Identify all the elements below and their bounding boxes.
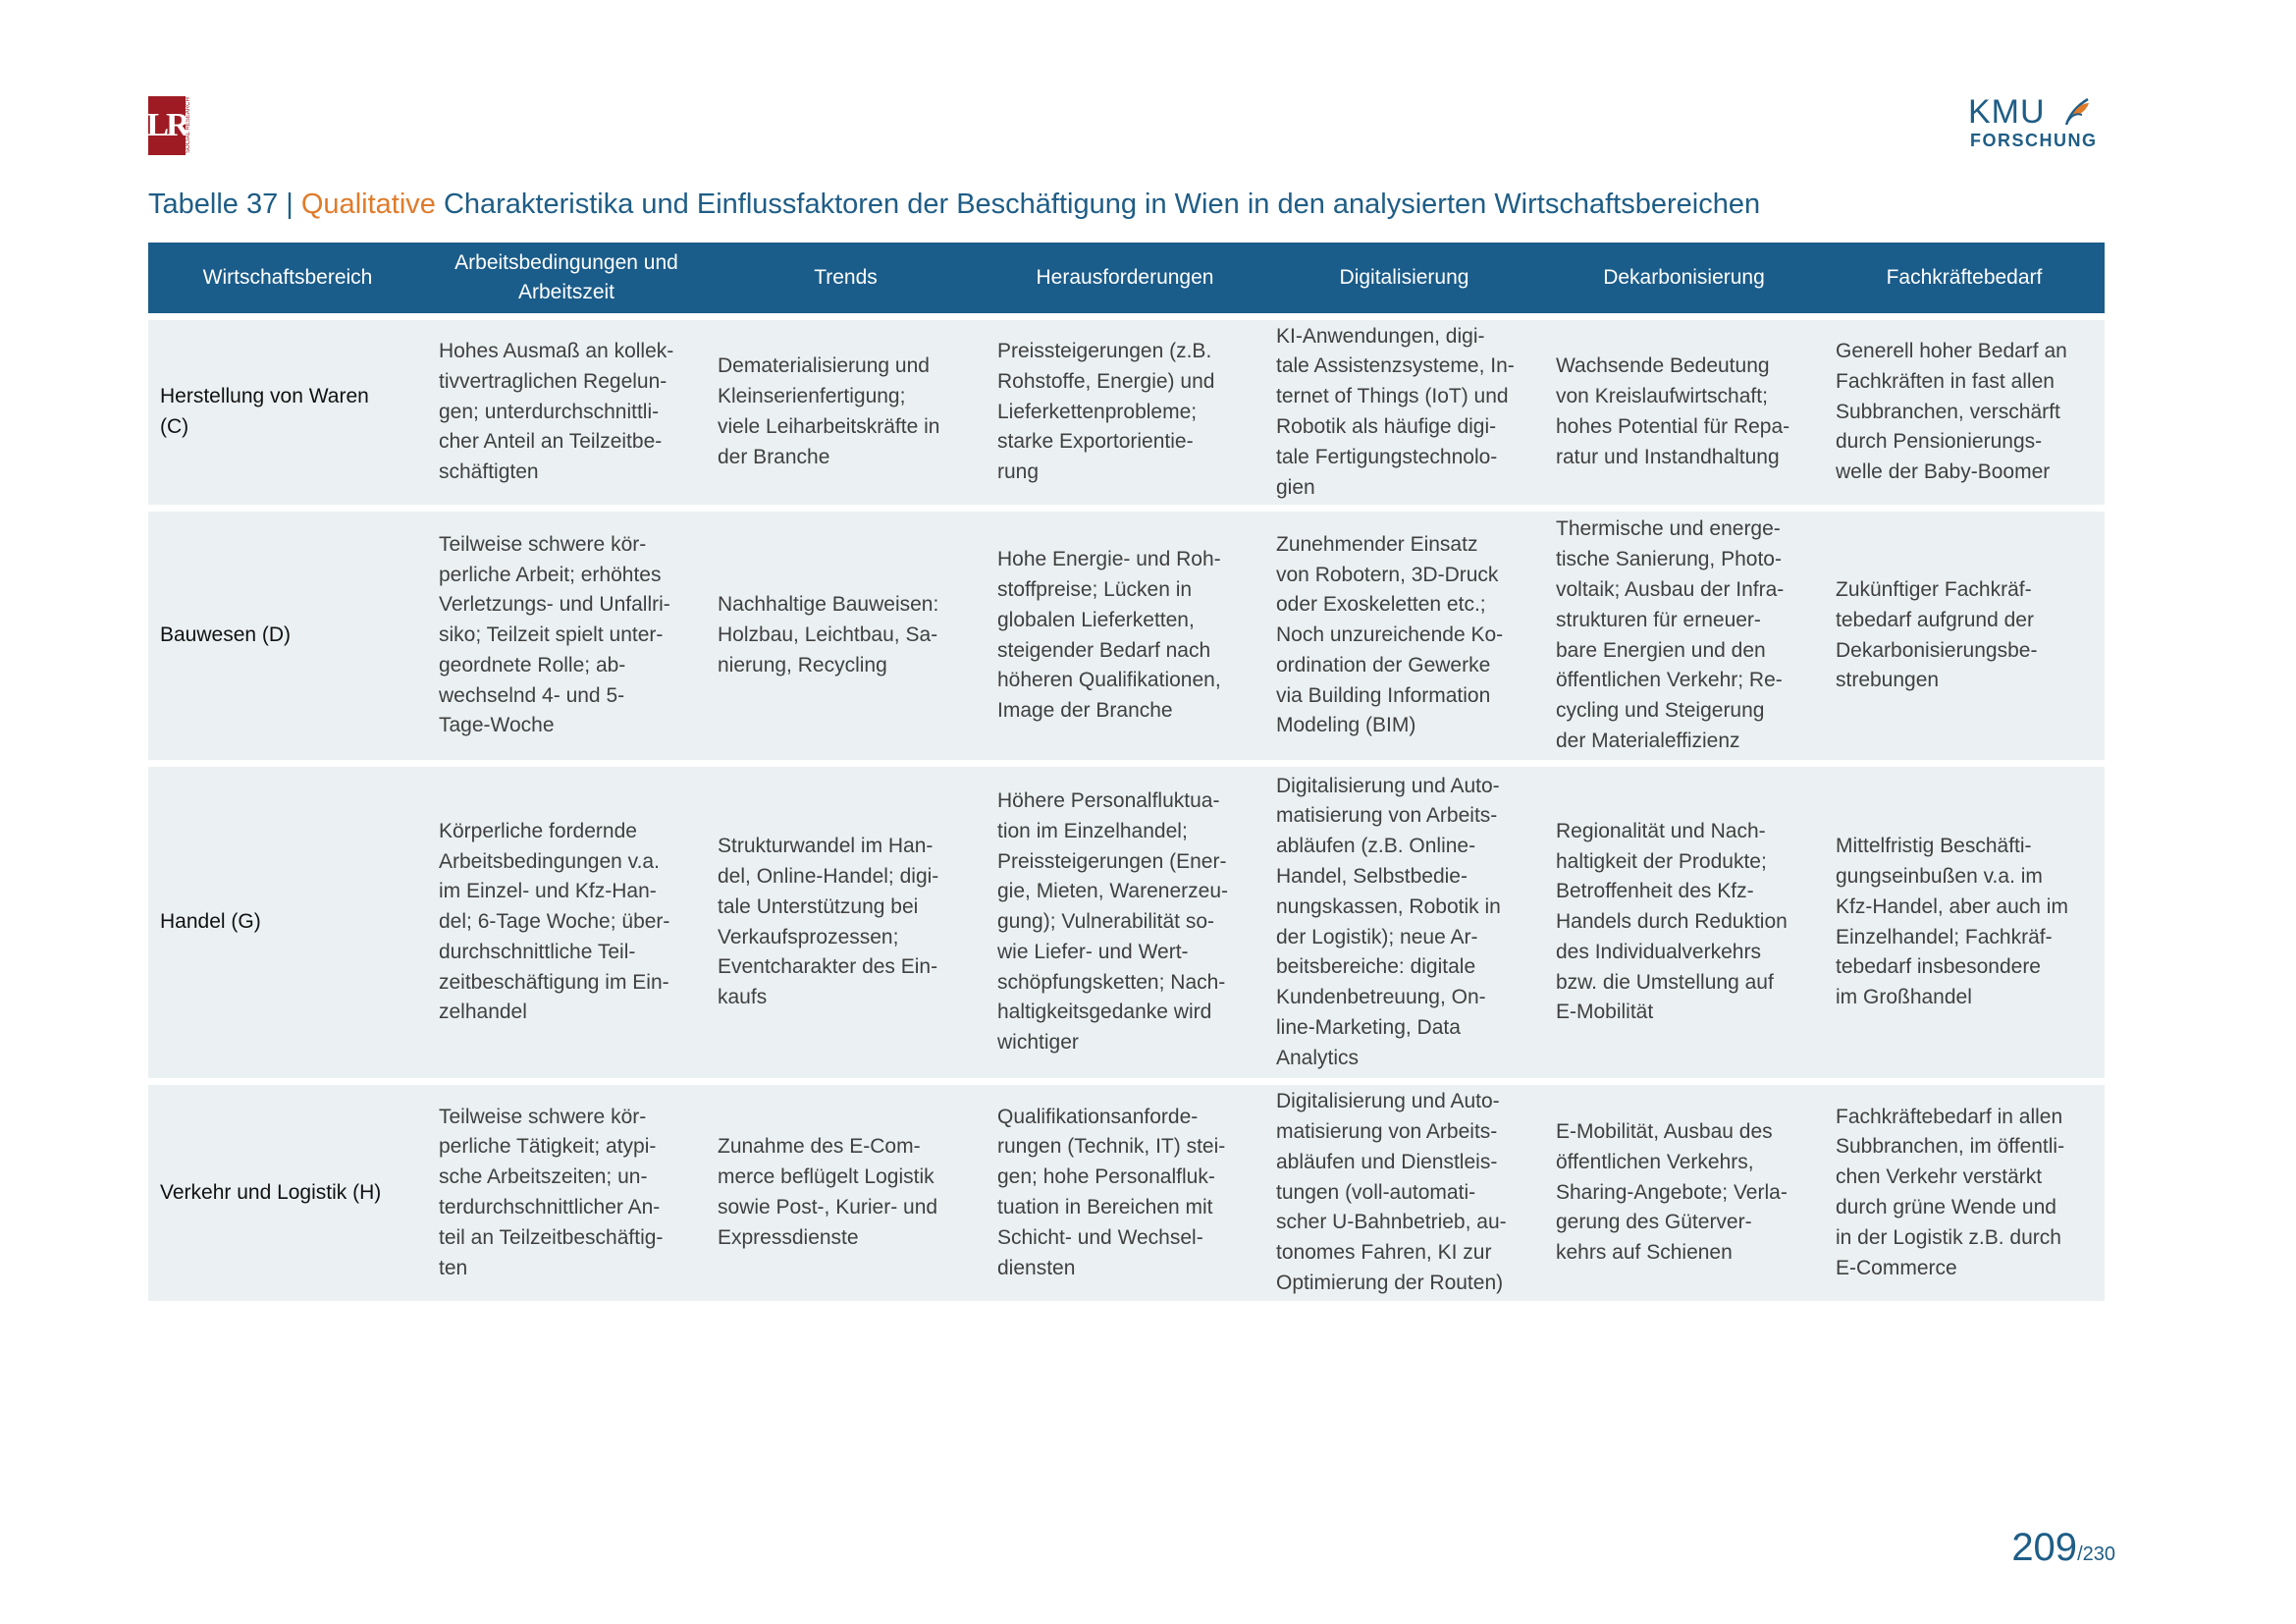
table-cell: Digitalisierung und Auto- matisierung von Arbeits- abläufen und Dienstleis- tungen (voll-automati- scher U-Bahnbetrieb, au- tonomes Fahren, KI zur Optimierung der Routen) (1276, 1090, 1507, 1294)
title-accent: Qualitative (300, 189, 436, 220)
table-row (148, 512, 2105, 760)
table-row (148, 1085, 2105, 1301)
table-cell: Regionalität und Nach- haltigkeit der Produkte; Betroffenheit des Kfz- Handels durch Reduktion des Individualverkehrs bzw. die Umstellung auf E-Mobilität (1556, 819, 1788, 1024)
header-dekarbonisierung: Dekarbonisierung (1603, 266, 1765, 289)
forschung-logo-text: FORSCHUNG (1970, 131, 2098, 150)
table-cell: Zunahme des E-Com- merce beflügelt Logistik sowie Post-, Kurier- und Expressdienste (718, 1135, 938, 1249)
table-cell: Hohe Energie- und Roh- stoffpreise; Lücken in globalen Lieferketten, steigender Bedarf nach höheren Qualifikationen, Image der Branche (997, 548, 1221, 723)
page-number (2011, 1526, 2115, 1570)
table-cell: Dematerialisierung und Kleinserienfertigung; viele Leiharbeitskräfte in der Branche (718, 354, 940, 468)
table-cell: Zukünftiger Fachkräf- tebedarf aufgrund der Dekarbonisierungsbe- strebungen (1836, 577, 2038, 692)
page-total: /230 (2077, 1543, 2115, 1565)
table-cell: Körperliche fordernde Arbeitsbedingungen v.a. im Einzel- und Kfz-Han- del; 6-Tage Woche; über- durchschnittliche Teil- zeitbeschäftigung im Ein- zelhandel (439, 819, 670, 1024)
table-cell: Nachhaltige Bauweisen: Holzbau, Leichtbau, Sa- nierung, Recycling (718, 593, 939, 677)
table-cell: Strukturwandel im Han- del, Online-Handel; digi- tale Unterstützung bei Verkaufsprozessen; Eventcharakter des Ein- kaufs (718, 835, 939, 1009)
lr-logo-subtitle: SOCIAL RESEARCH (186, 97, 191, 154)
table-cell: Bauwesen (D) (160, 623, 292, 647)
table-cell: Qualifikationsanforde- rungen (Technik, IT) stei- gen; hohe Personalfluk- tuation in Bereichen mit Schicht- und Wechsel- diensten (997, 1105, 1226, 1279)
title-prefix: Tabelle 37 | (148, 189, 301, 220)
leaf-icon (2062, 95, 2092, 129)
table-cell: Fachkräftebedarf in allen Subbranchen, im öffentli- chen Verkehr verstärkt durch grüne Wende und in der Logistik z.B. durch E-Commerce (1836, 1105, 2065, 1279)
table-cell: Zunehmender Einsatz von Robotern, 3D-Druck oder Exoskeletten etc.; Noch unzureichende Ko- ordination der Gewerke via Building Information Modeling (BIM) (1276, 532, 1504, 737)
table-cell: Handel (G) (160, 910, 261, 934)
table-header (148, 243, 2105, 313)
title-rest: Charakteristika und Einflussfaktoren der Beschäftigung in Wien in den analysierten Wirtschaftsbereichen (435, 189, 1761, 220)
table-cell: Wachsende Bedeutung von Kreislaufwirtschaft; hohes Potential für Repa- ratur und Instandhaltung (1556, 354, 1790, 468)
table-cell: Digitalisierung und Auto- matisierung von Arbeits- abläufen (z.B. Online- Handel, Selbstbedie- nungskassen, Robotik in der Logistik); neue Ar- beitsbereiche: digitale Kundenbetreuung, On- line-Marketing, Data Analytics (1276, 774, 1501, 1069)
table-row (148, 767, 2105, 1078)
header-arbeitsbedingungen: Arbeitsbedingungen und Arbeitszeit (454, 251, 678, 303)
kmu-forschung-logo (1968, 93, 2096, 154)
table-cell: Preissteigerungen (z.B. Rohstoffe, Energie) und Lieferkettenprobleme; starke Exportorientie- rung (997, 340, 1215, 484)
lr-logo (148, 96, 198, 155)
table-cell: KI-Anwendungen, digi- tale Assistenzsysteme, In- ternet of Things (IoT) und Robotik als häufige digi- tale Fertigungstechnolo- gien (1276, 324, 1515, 499)
header-wirtschaftsbereich: Wirtschaftsbereich (202, 266, 373, 289)
table-row (148, 320, 2105, 505)
header-trends: Trends (814, 266, 878, 289)
table-cell: Herstellung von Waren (C) (160, 385, 369, 438)
kmu-logo-text: KMU (1968, 93, 2046, 131)
table-cell: Mittelfristig Beschäfti- gungseinbußen v.a. im Kfz-Handel, aber auch im Einzelhandel; Fachkräf- tebedarf insbesondere im Großhandel (1836, 835, 2068, 1009)
table-cell: Teilweise schwere kör- perliche Tätigkeit; atypi- sche Arbeitszeiten; un- terdurchschnittlicher An- teil an Teilzeitbeschäftig- ten (439, 1105, 664, 1279)
page-current: 209 (2011, 1526, 2078, 1569)
header-herausforderungen: Herausforderungen (1036, 266, 1214, 289)
lr-logo-mark: LR (148, 96, 186, 155)
table-cell: Thermische und energe- tische Sanierung, Photo- voltaik; Ausbau der Infra- strukturen für erneuer- bare Energien und den öffentlichen Verkehr; Re- cycling und Steigerung der Materialeffizienz (1556, 517, 1785, 752)
qualitative-table (148, 243, 2105, 1301)
table-cell: Teilweise schwere kör- perliche Arbeit; erhöhtes Verletzungs- und Unfallri- siko; Teilzeit spielt unter- geordnete Rolle; ab- wechselnd 4- und 5- Tage-Woche (439, 532, 670, 737)
header-fachkraeftebedarf: Fachkräftebedarf (1886, 266, 2043, 289)
table-cell: Verkehr und Logistik (H) (160, 1180, 382, 1204)
table-cell: E-Mobilität, Ausbau des öffentlichen Verkehrs, Sharing-Angebote; Verla- gerung des Güterver- kehrs auf Schienen (1556, 1120, 1788, 1265)
table-cell: Höhere Personalfluktua- tion im Einzelhandel; Preissteigerungen (Ener- gie, Mieten, Warenerzeu- gung); Vulnerabilität so- wie Liefer- und Wert- schöpfungsketten; Nach- haltigkeitsgedanke wird wichtiger (997, 788, 1228, 1055)
header-digitalisierung: Digitalisierung (1339, 266, 1469, 289)
table-cell: Hohes Ausmaß an kollek- tivvertraglichen Regelun- gen; unterdurchschnittli- cher Anteil an Teilzeitbe- schäftigten (439, 340, 674, 484)
table-cell: Generell hoher Bedarf an Fachkräften in fast allen Subbranchen, verschärft durch Pensionierungs- welle der Baby-Boomer (1836, 340, 2067, 484)
table-title (148, 189, 1760, 221)
